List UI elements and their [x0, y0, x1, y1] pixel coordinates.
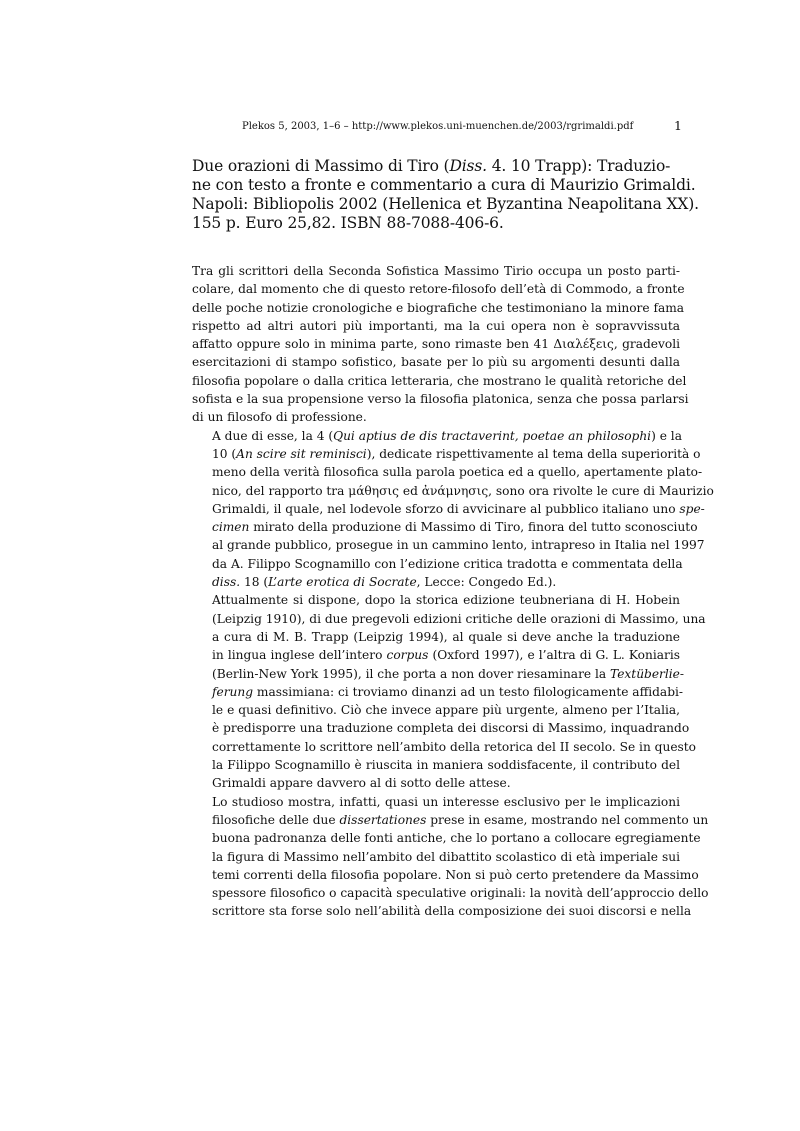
text-line: la figura di Massimo nell’ambito del dibattito scolastico di età imperiale sui — [212, 849, 680, 864]
text-line: delle poche notizie cronologiche e biografiche che testimoniano la minore fama — [192, 300, 685, 315]
text-line: Attualmente si dispone, dopo la storica edizione teubneriana di H. Hobein — [212, 593, 680, 608]
review-body — [192, 262, 714, 921]
text-line: cimen mirato della produzione di Massimo di Tiro, finora del tutto sconosciuto — [212, 520, 698, 535]
title-line — [192, 176, 696, 195]
body-paragraph — [192, 427, 714, 592]
text-line: scrittore sta forse solo nell’abilità della composizione dei suoi discorsi e nella — [212, 904, 692, 919]
text-line: Tra gli scrittori della Seconda Sofistica Massimo Tirio occupa un posto parti- — [192, 264, 680, 278]
text-line: (Berlin-New York 1995), il che porta a non dover riesaminare la Textüberlie- — [212, 666, 685, 681]
text-line: da A. Filippo Scognamillo con l’edizione critica tradotta e commentata della — [212, 556, 683, 571]
text-line: filosofia popolare o dalla critica letteraria, che mostrano le qualità retoriche del — [192, 373, 687, 388]
title-text: Napoli: Bibliopolis 2002 (Hellenica et Byzantina Neapolitana XX). — [192, 195, 699, 213]
text-line: ferung massimiana: ci troviamo dinanzi ad un testo filologicamente affidabi- — [212, 684, 684, 699]
review-title — [192, 157, 699, 233]
title-italic: Diss. — [449, 157, 487, 175]
title-line — [192, 195, 699, 214]
text-line: temi correnti della filosofia popolare. Non si può certo pretendere da Massimo — [212, 867, 699, 882]
text-line: diss. 18 (L’arte erotica di Socrate, Lecce: Congedo Ed.). — [212, 575, 557, 590]
italic-text: An scire sit reminisci — [236, 446, 367, 461]
text-line: (Leipzig 1910), di due pregevoli edizioni critiche delle orazioni di Massimo, una — [212, 611, 706, 626]
body-paragraph — [192, 793, 709, 921]
title-text: Due orazioni di Massimo di Tiro ( — [192, 157, 450, 175]
text-line: rispetto ad altri autori più importanti, ma la cui opera non è sopravvissuta — [192, 318, 680, 333]
text-line: la Filippo Scognamillo è riuscita in maniera soddisfacente, il contributo del — [212, 758, 680, 773]
body-paragraph — [192, 262, 689, 427]
running-header-text: Plekos 5, 2003, 1–6 – http://www.plekos.uni-muenchen.de/2003/rgrimaldi.pdf — [242, 121, 634, 132]
italic-text: Textüberlie- — [610, 666, 685, 681]
text-line: le e quasi definitivo. Ciò che invece appare più urgente, almeno per l’Italia, — [212, 703, 680, 718]
text-line: al grande pubblico, prosegue in un cammino lento, intrapreso in Italia nel 1997 — [212, 538, 705, 553]
italic-text: dissertationes — [339, 812, 427, 827]
text-line: a cura di M. B. Trapp (Leipzig 1994), al quale si deve anche la traduzione — [212, 629, 680, 644]
text-line: A due di esse, la 4 (Qui aptius de dis tractaverint, poetae an philosophi) e la — [212, 428, 682, 443]
text-line: correttamente lo scrittore nell’ambito della retorica del II secolo. Se in questo — [212, 739, 697, 754]
title-line — [192, 157, 682, 176]
italic-text: ferung — [212, 684, 254, 699]
text-line: è predisporre una traduzione completa dei discorsi di Massimo, inquadrando — [212, 721, 690, 736]
text-line: spessore filosofico o capacità speculative originali: la novità dell’approccio dello — [212, 886, 709, 901]
text-line: esercitazioni di stampo sofistico, basate per lo più su argomenti desunti dalla — [192, 355, 680, 370]
italic-text: diss. — [212, 575, 241, 590]
text-line: colare, dal momento che di questo retore-filosofo dell’età di Commodo, a fronte — [192, 282, 685, 297]
italic-text: Qui aptius de dis tractaverint, poetae an philosophi — [333, 428, 652, 443]
title-text: 155 p. Euro 25,82. ISBN 88-7088-406-6. — [192, 214, 504, 232]
text-line: Grimaldi appare davvero al di sotto delle attese. — [212, 776, 511, 791]
italic-text: cimen — [212, 520, 250, 535]
text-line: buona padronanza delle fonti antiche, che lo portano a collocare egregiamente — [212, 831, 701, 846]
title-text: 4. 10 Trapp): Traduzio- — [486, 157, 671, 175]
text-line: affatto oppure solo in minima parte, sono rimaste ben 41 Διαλέξεις, gradevoli — [192, 337, 680, 352]
text-line: 10 (An scire sit reminisci), dedicate rispettivamente al tema della superiorità o — [212, 446, 701, 461]
text-line: Grimaldi, il quale, nel lodevole sforzo di avvicinare al pubblico italiano uno spe- — [212, 501, 705, 516]
text-line: di un filosofo di professione. — [192, 410, 367, 425]
body-paragraph — [192, 591, 706, 792]
title-line — [192, 214, 682, 233]
italic-text: corpus — [386, 648, 429, 663]
italic-text: spe- — [679, 501, 705, 516]
text-line: Lo studioso mostra, infatti, quasi un interesse esclusivo per le implicazioni — [212, 794, 680, 809]
page-number: 1 — [674, 118, 682, 133]
title-text: ne con testo a fronte e commentario a cura di Maurizio Grimaldi. — [192, 176, 696, 194]
text-line: in lingua inglese dell’intero corpus (Oxford 1997), e l’altra di G. L. Koniaris — [212, 648, 680, 663]
text-line: sofista e la sua propensione verso la filosofia platonica, senza che possa parlarsi — [192, 392, 689, 407]
text-line: filosofiche delle due dissertationes prese in esame, mostrando nel commento un — [212, 812, 709, 827]
text-line: meno della verità filosofica sulla parola poetica ed a quello, apertamente plato- — [212, 465, 703, 480]
italic-text: L’arte erotica di Socrate — [268, 575, 417, 590]
text-line: nico, del rapporto tra μάθησις ed ἀνάμνησις, sono ora rivolte le cure di Maurizio — [212, 483, 714, 498]
